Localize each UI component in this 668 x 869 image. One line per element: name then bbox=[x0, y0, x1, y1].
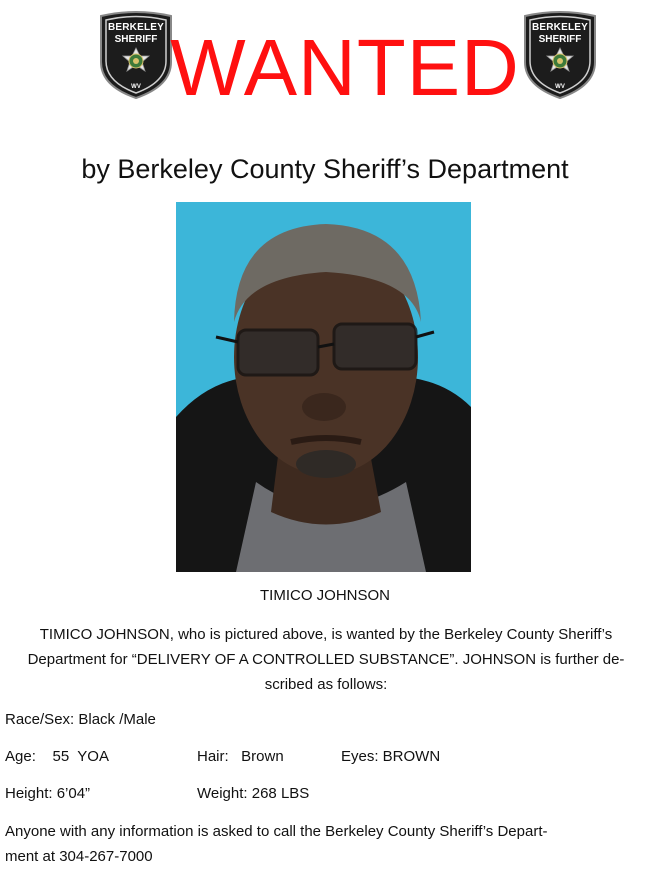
sheriff-badge-left bbox=[98, 10, 174, 100]
race-sex-field: Race/Sex: Black /Male bbox=[5, 711, 156, 728]
wanted-title: WANTED bbox=[170, 23, 520, 112]
description-line-3: scribed as follows: bbox=[264, 676, 388, 693]
description-line-2: Department for “DELIVERY OF A CONTROLLED SUBSTANCE”. JOHNSON is further de- bbox=[27, 651, 625, 668]
suspect-photo bbox=[176, 202, 471, 572]
hair-field: Hair: Brown bbox=[197, 748, 284, 765]
sheriff-badge-right bbox=[522, 10, 598, 100]
badge-line-3: WV bbox=[131, 84, 141, 90]
badge-line-2: SHERIFF bbox=[114, 34, 158, 45]
contact-line-2: ment at 304-267-7000 bbox=[5, 848, 153, 865]
badge-line-2: SHERIFF bbox=[538, 34, 582, 45]
eyes-field: Eyes: BROWN bbox=[341, 748, 441, 765]
contact-line-1: Anyone with any information is asked to call the Berkeley County Sheriff’s Depart- bbox=[5, 823, 548, 840]
description-line-1: TIMICO JOHNSON, who is pictured above, is wanted by the Berkeley County Sheriff’s bbox=[39, 626, 613, 643]
badge-line-3: WV bbox=[555, 84, 565, 90]
weight-field: Weight: 268 LBS bbox=[197, 785, 310, 802]
contact-notice bbox=[5, 819, 645, 869]
suspect-portrait-image bbox=[176, 202, 471, 572]
wanted-description bbox=[5, 622, 647, 697]
badge-line-1: BERKELEY bbox=[107, 22, 165, 33]
suspect-name-caption: TIMICO JOHNSON bbox=[260, 587, 390, 604]
badge-line-1: BERKELEY bbox=[531, 22, 589, 33]
age-field: Age: 55 YOA bbox=[5, 748, 109, 765]
page-subtitle: by Berkeley County Sheriff’s Department bbox=[81, 154, 569, 184]
height-field: Height: 6’04” bbox=[5, 785, 91, 802]
